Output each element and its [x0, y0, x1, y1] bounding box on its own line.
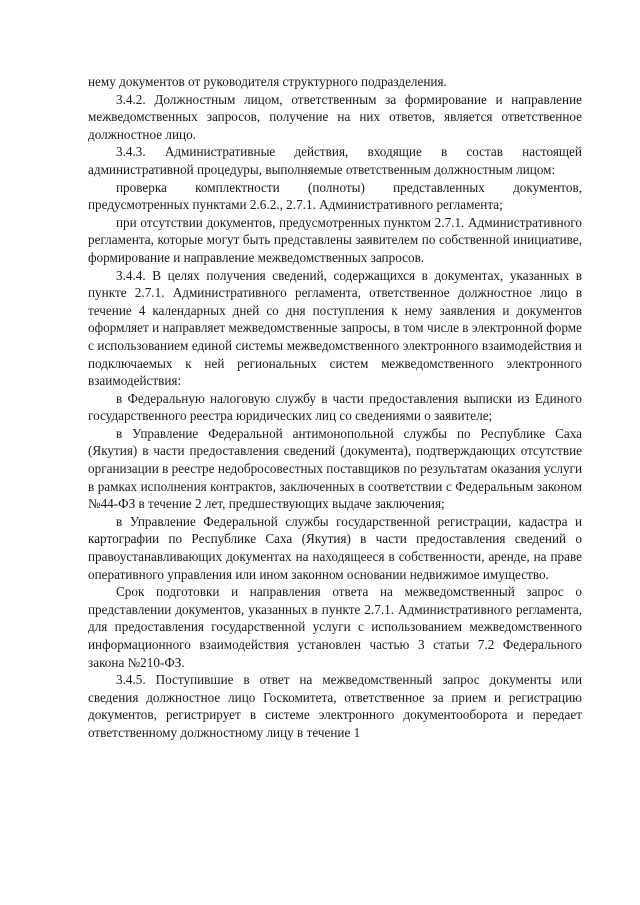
paragraph-tax-service: в Федеральную налоговую службу в части предоставления выписки из Единого государственного реестра юридических лиц со сведениями о заявителе;: [88, 390, 582, 424]
paragraph-continuation: нему документов от руководителя структурного подразделения.: [88, 74, 447, 89]
paragraph-3-4-2: 3.4.2. Должностным лицом, ответственным за формирование и направление межведомственных запросов, получение на них ответов, является ответственное должностное лицо.: [88, 91, 582, 142]
paragraph-registration-service: в Управление Федеральной службы государственной регистрации, кадастра и картографии по Республике Саха (Якутия) в части предоставления сведений о правоустанавливающих документах на находящееся в собственности, аренде, на праве оперативного управления или ином законном основании недвижимое имущество.: [88, 513, 582, 582]
paragraph-absence-of-documents: при отсутствии документов, предусмотренных пунктом 2.7.1. Административного регламента, которые могут быть представлены заявителем по собственной инициативе, формирование и направление межведомственных запросов.: [88, 214, 582, 265]
paragraph-3-4-3: 3.4.3. Административные действия, входящие в состав настоящей административной процедуры, выполняемые ответственным должностным лицом:: [88, 144, 582, 177]
paragraph-3-4-4: 3.4.4. В целях получения сведений, содержащихся в документах, указанных в пункте 2.7.1. Административного регламента, ответственное должностное лицо в течение 4 календарных дней со дня поступления к нему заявления и документов оформляет и направляет межведомственные запросы, в том числе в электронной форме с использованием единой системы межведомственного электронного взаимодействия и подключаемых к ней региональных систем межведомственного электронного взаимодействия:: [88, 267, 582, 389]
paragraph-response-deadline: Срок подготовки и направления ответа на межведомственный запрос о представлении документов, указанных в пункте 2.7.1. Административного регламента, для предоставления государственной услуги с использованием межведомственного информационного взаимодействия установлен частью 3 статьи 7.2 Федерального закона №210-ФЗ.: [88, 584, 582, 670]
paragraph-3-4-5: 3.4.5. Поступившие в ответ на межведомственный запрос документы или сведения должностное лицо Госкомитета, ответственное за прием и регистрацию документов, регистрирует в системе электронного документооборота и передает ответственному должностному лицу в течение 1: [88, 672, 582, 740]
paragraph-antimonopoly-service: в Управление Федеральной антимонопольной службы по Республике Саха (Якутия) в части предоставления сведений (документа), подтверждающих отсутствие организации в реестре недобросовестных поставщиков по результатам оказания услуги в рамках исполнения контрактов, заключенных в соответствии с Федеральным законом №44-ФЗ в течение 2 лет, предшествующих выдаче заключения;: [88, 425, 582, 512]
document-body: [88, 73, 582, 742]
paragraph-check-completeness: проверка комплектности (полноты) представленных документов, предусмотренных пунктами 2.6.2., 2.7.1. Административного регламента;: [88, 179, 582, 213]
